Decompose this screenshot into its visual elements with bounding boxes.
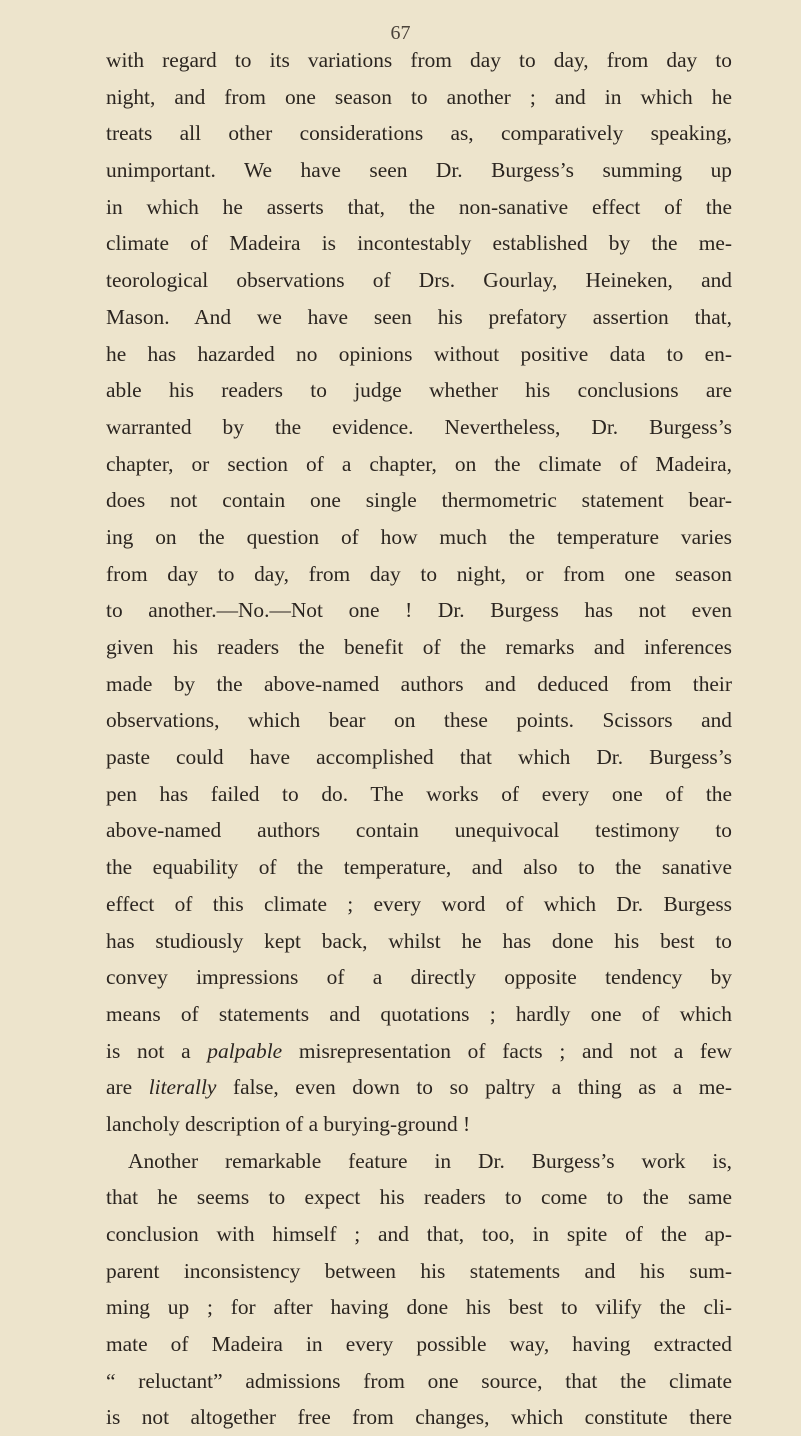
text-line: is not altogether free from changes, which constitute there bbox=[106, 1405, 732, 1430]
text-line-paragraph-start: Another remarkable feature in Dr. Burgess’s work is, bbox=[128, 1148, 732, 1173]
text-line: has studiously kept back, whilst he has done his best to bbox=[106, 928, 732, 953]
text-line: night, and from one season to another ; and in which he bbox=[106, 84, 732, 109]
text-line: unimportant. We have seen Dr. Burgess’s summing up bbox=[106, 158, 732, 183]
text-line: in which he asserts that, the non-sanative effect of the bbox=[106, 194, 732, 219]
text-line-paragraph-end: lancholy description of a burying-ground ! bbox=[106, 1111, 471, 1136]
text-line: is not a palpable misrepresentation of facts ; and not a few bbox=[106, 1038, 732, 1063]
page-number: 67 bbox=[390, 22, 411, 44]
text-line: ing on the question of how much the temperature varies bbox=[106, 524, 732, 549]
text-line: mate of Madeira in every possible way, having extracted bbox=[106, 1332, 732, 1357]
text-line: with regard to its variations from day to day, from day to bbox=[106, 48, 732, 72]
text-line: ming up ; for after having done his best to vilify the cli- bbox=[106, 1295, 732, 1320]
text-line: from day to day, from day to night, or from one season bbox=[106, 561, 732, 586]
text-line: teorological observations of Drs. Gourlay, Heineken, and bbox=[106, 268, 732, 293]
emphasis-literally: literally bbox=[148, 1075, 217, 1100]
body-text bbox=[106, 42, 732, 1436]
text-line: the equability of the temperature, and also to the sanative bbox=[106, 855, 732, 880]
text-line: does not contain one single thermometric statement bear- bbox=[106, 488, 732, 513]
text-line: able his readers to judge whether his conclusions are bbox=[106, 378, 732, 403]
text-line: that he seems to expect his readers to come to the same bbox=[106, 1185, 732, 1210]
text-line: means of statements and quotations ; hardly one of which bbox=[106, 1001, 732, 1026]
text-line: conclusion with himself ; and that, too, in spite of the ap- bbox=[106, 1222, 732, 1246]
text-line: above-named authors contain unequivocal testimony to bbox=[106, 818, 732, 843]
text-line: chapter, or section of a chapter, on the climate of Madeira, bbox=[106, 451, 732, 476]
text-line: he has hazarded no opinions without positive data to en- bbox=[106, 341, 732, 366]
text-line: warranted by the evidence. Nevertheless, Dr. Burgess’s bbox=[106, 414, 732, 439]
text-line: effect of this climate ; every word of which Dr. Burgess bbox=[106, 891, 732, 916]
text-line: climate of Madeira is incontestably established by the me- bbox=[106, 231, 732, 256]
text-line: made by the above-named authors and deduced from their bbox=[106, 671, 732, 696]
text-line: to another.—No.—Not one ! Dr. Burgess has not even bbox=[106, 598, 732, 623]
text-line: given his readers the benefit of the remarks and inferences bbox=[106, 635, 732, 659]
text-line: treats all other considerations as, comparatively speaking, bbox=[106, 121, 732, 146]
emphasis-palpable: palpable bbox=[207, 1038, 283, 1063]
text-line: are literally false, even down to so paltry a thing as a me- bbox=[106, 1075, 732, 1100]
text-line: observations, which bear on these points. Scissors and bbox=[106, 708, 732, 733]
text-line: Mason. And we have seen his prefatory assertion that, bbox=[106, 304, 732, 329]
text-line: “ reluctant” admissions from one source, that the climate bbox=[106, 1368, 732, 1393]
text-line: paste could have accomplished that which Dr. Burgess’s bbox=[106, 745, 732, 770]
text-line: convey impressions of a directly opposite tendency by bbox=[106, 965, 732, 990]
text-line: pen has failed to do. The works of every one of the bbox=[106, 781, 732, 806]
text-line: parent inconsistency between his statements and his sum- bbox=[106, 1258, 732, 1283]
